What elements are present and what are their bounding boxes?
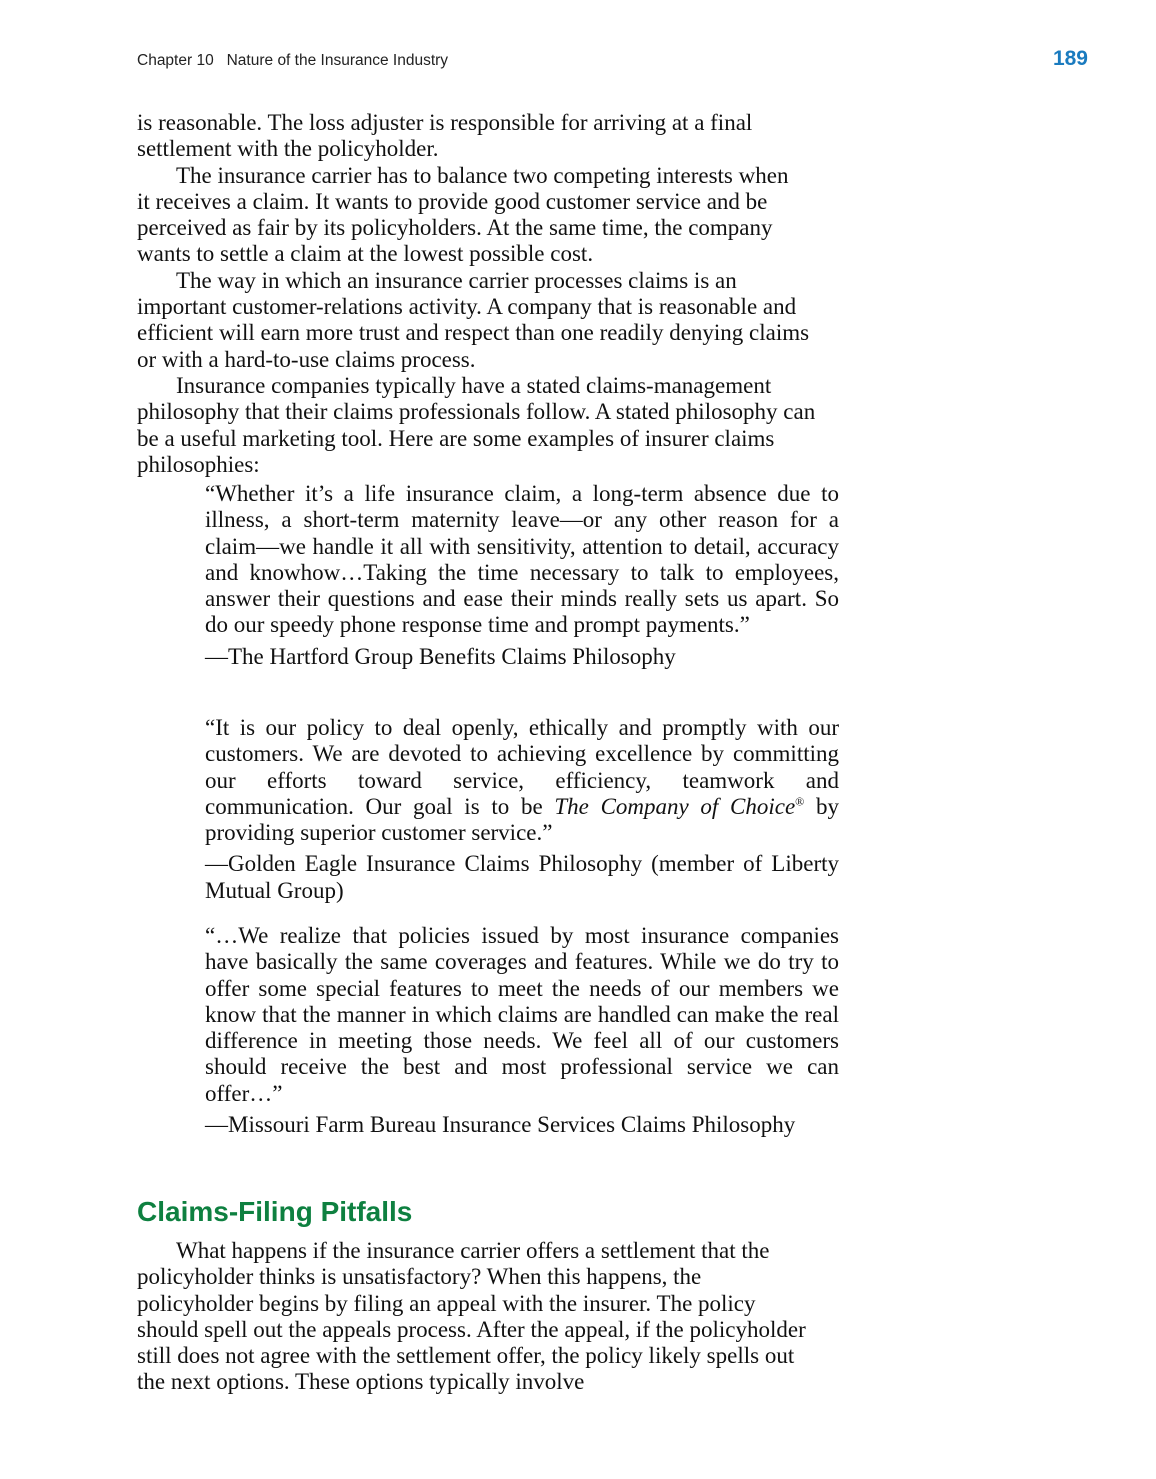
paragraph: What happens if the insurance carrier offers a settlement that the policyholder thinks is unsatisfactory? When this happens, the policyholder begins by filing an appeal with the insurer. The policy should spell out the appeals process. After the appeal, if the policyholder still does not agree with the settlement offer, the policy likely spells out the next options. These options typically involve <box>137 1238 806 1395</box>
quote-missouri-farm-bureau <box>205 923 839 1138</box>
quote-attribution: —Missouri Farm Bureau Insurance Services Claims Philosophy <box>205 1112 796 1138</box>
quote-golden-eagle <box>205 715 839 904</box>
running-head: Chapter 10 Nature of the Insurance Industry <box>137 52 449 69</box>
quote-text: “…We realize that policies issued by most insurance companies have basically the same coverages and features. While we do try to offer some special features to meet the needs of our members we know that the manner in which claims are handled can make the real difference in meeting those needs. We feel all of our customers should receive the best and most professional service we can offer…” <box>205 923 839 1106</box>
section-heading: Claims-Filing Pitfalls <box>137 1196 413 1227</box>
intro-text <box>137 110 837 478</box>
quote-hartford <box>205 481 839 670</box>
paragraph: The insurance carrier has to balance two competing interests when it receives a claim. It wants to provide good customer service and be perceived as fair by its policyholders. At the same time, the company wants to settle a claim at the lowest possible cost. <box>137 162 789 267</box>
quote-attribution: —Golden Eagle Insurance Claims Philosophy (member of Liberty Mutual Group) <box>205 851 839 903</box>
quote-text: “It is our policy to deal openly, ethically and promptly with our customers. We are devoted to achieving excellence by committing our efforts toward service, efficiency, teamwork and communication. Our goal is to be The Company of Choice® by providing superior customer service.” <box>205 715 839 846</box>
paragraph: The way in which an insurance carrier processes claims is an important customer-relations activity. A company that is reasonable and efficient will earn more trust and respect than one readily denying claims or with a hard-to-use claims process. <box>137 267 810 372</box>
paragraph: is reasonable. The loss adjuster is responsible for arriving at a final settlement with the policyholder. <box>137 110 753 162</box>
trademark-name: The Company of Choice <box>554 793 796 819</box>
page-number: 189 <box>1052 47 1088 70</box>
quote-attribution: —The Hartford Group Benefits Claims Philosophy <box>205 643 676 669</box>
quote-text: “Whether it’s a life insurance claim, a long-term absence due to illness, a short-term maternity leave—or any other reason for a claim—we handle it all with sensitivity, attention to detail, accuracy and knowhow…Taking the time necessary to talk to employees, answer their questions and ease their minds really sets us apart. So do our speedy phone response time and prompt payments.” <box>205 481 839 638</box>
paragraph: Insurance companies typically have a stated claims-management philosophy that their claims professionals follow. A stated philosophy can be a useful marketing tool. Here are some examples of insurer claims philosophies: <box>137 372 816 477</box>
section-text <box>137 1238 837 1396</box>
